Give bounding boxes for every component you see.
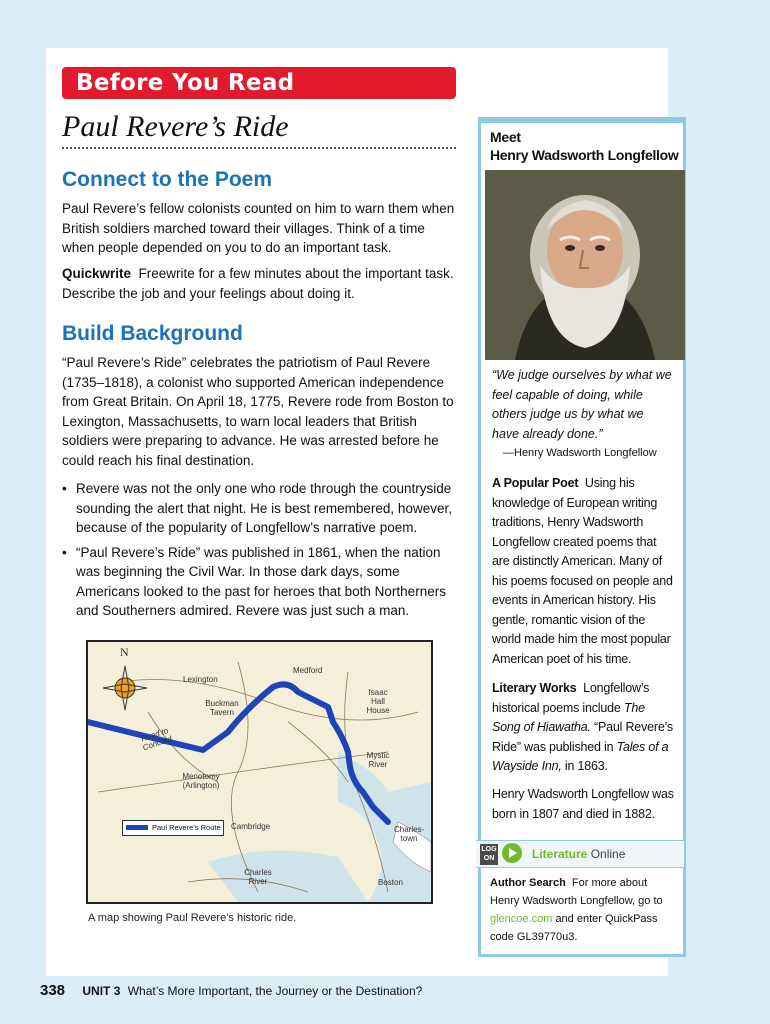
- map-caption: A map showing Paul Revere’s historic ride.: [88, 912, 297, 924]
- before-you-read-banner: [62, 67, 456, 99]
- label-mystic-river: Mystic River: [366, 751, 390, 769]
- literature-online-bar[interactable]: [476, 840, 684, 868]
- title-divider: [62, 147, 456, 149]
- label-charlestown: Charles-town: [394, 825, 425, 843]
- banner-label: Before You Read: [76, 70, 295, 96]
- map-graphic: [88, 642, 431, 902]
- author-search-text-1: For more about Henry Wadsworth Longfellow, go to: [490, 877, 663, 907]
- compass-north: N: [120, 645, 129, 659]
- author-quote: “We judge ourselves by what we feel capable of doing, while others judge us by what we have already done.”: [492, 368, 672, 441]
- label-cambridge: Cambridge: [231, 822, 271, 831]
- bullet-item: • “Paul Revere’s Ride” was published in 1861, when the nation was beginning the Civil War. In those dark days, some Americans looked to the past for heroes that both Northerners and Southerners admired. Revere was just such a man.: [62, 543, 456, 621]
- log-on-badge: LOG ON: [480, 844, 498, 865]
- page-number: 338: [40, 982, 66, 999]
- meet-label: Meet: [490, 129, 521, 145]
- literature-word: Literature: [532, 847, 588, 861]
- route-swatch: [126, 825, 148, 830]
- quote-attribution: —Henry Wadsworth Longfellow: [503, 447, 657, 459]
- author-search-label: Author Search: [490, 877, 566, 889]
- online-word: Online: [590, 847, 626, 861]
- connect-text: Paul Revere’s fellow colonists counted on him to warn them when British soldiers marched toward their villages. Think of a time when people depended on you to do an important task.: [62, 201, 455, 255]
- author-name: Henry Wadsworth Longfellow: [490, 147, 679, 163]
- quickwrite-text: Freewrite for a few minutes about the important task. Describe the job and your feelings about doing it.: [62, 266, 454, 301]
- connect-heading: Connect to the Poem: [62, 168, 273, 191]
- works-text-1: Longfellow’s historical poems include: [492, 681, 650, 715]
- literature-online-label: [532, 847, 625, 861]
- label-medford: Medford: [293, 666, 323, 675]
- label-boston: Boston: [378, 878, 403, 887]
- popular-poet-paragraph: [492, 474, 676, 669]
- background-text: “Paul Revere’s Ride” celebrates the patriotism of Paul Revere (1735–1818), a colonist who supported American independence from Great Britain. On April 18, 1775, Revere rode from Boston to Lexington, Massachusetts, to warn local leaders that British soldiers were preparing to advance. He was arrested before he could reach his final destination.: [62, 355, 454, 468]
- works-text-3: in 1863.: [564, 759, 608, 773]
- label-menotomy: Menotomy (Arlington): [182, 772, 220, 790]
- map-legend: [122, 820, 224, 836]
- glencoe-link[interactable]: glencoe.com: [490, 913, 553, 925]
- popular-poet-text: Using his knowledge of European writing traditions, Henry Wadsworth Longfellow created poems that are distinctly American. Many of his poems focused on people and events in American history. His gentle, romantic vision of the world made him the most popular American poet of his time.: [492, 476, 673, 666]
- background-bullets: [62, 479, 456, 626]
- label-isaac-hall-house: Isaac Hall House: [366, 688, 390, 715]
- page-footer: [40, 982, 422, 999]
- works-title-wayside: Tales of a Wayside Inn,: [492, 739, 669, 773]
- poem-title: Paul Revere’s Ride: [62, 110, 289, 143]
- label-lexington: Lexington: [183, 675, 218, 684]
- label-road-to-concord: Road to Concord: [139, 726, 174, 753]
- popular-poet-label: A Popular Poet: [492, 476, 579, 490]
- unit-title: What’s More Important, the Journey or the Destination?: [127, 984, 423, 998]
- quickwrite-paragraph: [62, 264, 456, 303]
- label-charles-river: Charles River: [244, 868, 272, 886]
- literary-works-label: Literary Works: [492, 681, 577, 695]
- label-buckman-tavern: Buckman Tavern: [205, 699, 239, 717]
- background-heading: Build Background: [62, 322, 243, 345]
- longfellow-portrait: [485, 170, 685, 360]
- works-title-hiawatha: The Song of Hiawatha.: [492, 700, 645, 734]
- meet-heading: [490, 128, 678, 164]
- quickwrite-label: Quickwrite: [62, 266, 132, 281]
- author-search-text-2: and enter QuickPass code GL39770u3.: [490, 913, 658, 943]
- bullet-item: • Revere was not the only one who rode through the countryside sounding the alert that night. He is best remembered, however, because of the popularity of Longfellow’s narrative poem.: [62, 479, 456, 538]
- author-search: [490, 874, 676, 946]
- legend-label: Paul Revere’s Route: [152, 823, 221, 832]
- works-text-2: “Paul Revere’s Ride” was published in: [492, 720, 673, 754]
- play-icon: [502, 843, 522, 863]
- historic-ride-map: [86, 640, 433, 904]
- unit-label: UNIT 3: [82, 984, 121, 998]
- born-died-text: Henry Wadsworth Longfellow was born in 1807 and died in 1882.: [492, 787, 674, 821]
- literary-works-paragraph: [492, 679, 676, 777]
